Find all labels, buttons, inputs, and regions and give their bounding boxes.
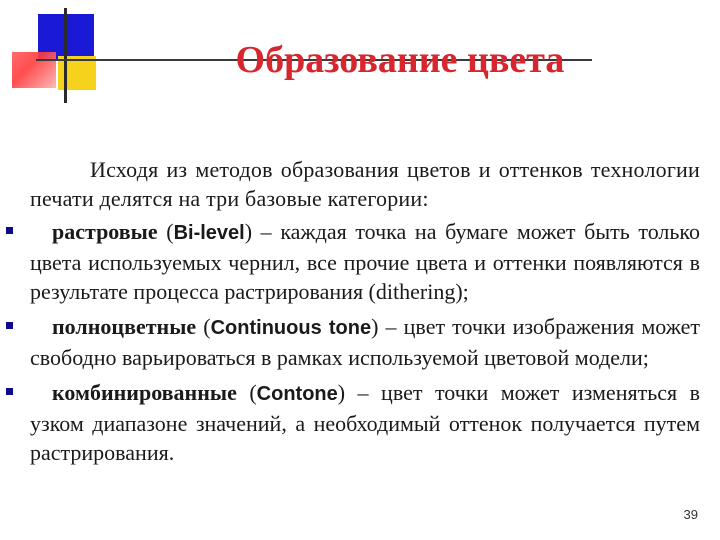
logo-red-square (12, 52, 56, 88)
bullet-list (30, 217, 710, 467)
bullet-term: полноцветные (52, 314, 197, 339)
bullet-square-icon (6, 322, 13, 329)
slide-logo (0, 0, 110, 110)
bullet-text: ) – цвет точки изображения может свободно варьироваться в рамках используемой цветовой модели; (30, 314, 701, 370)
bullet-open: ( (236, 380, 257, 405)
slide-title: Образование цвета (235, 39, 565, 81)
bullet-square-icon (6, 388, 13, 395)
bullet-eng-term: Contone (256, 383, 338, 405)
bullet-item-contone (30, 378, 710, 467)
bullet-text: ) – цвет точки может изменяться в узком диапазоне значений, а необходимый оттенок получается путем растрирования. (30, 380, 700, 465)
bullet-term: комбинированные (52, 380, 237, 405)
bullet-eng-term: Continuous tone (210, 317, 372, 339)
page-number: 39 (683, 507, 698, 522)
bullet-term: растровые (52, 219, 158, 244)
bullet-item-bi-level (30, 217, 710, 306)
bullet-text: ) – каждая точка на бумаге может быть только цвета используемых чернил, все прочие цвета и оттенки появляются в результате процесса растрирования (dithering); (30, 219, 701, 304)
bullet-open: ( (196, 314, 211, 339)
bullet-open: ( (157, 219, 174, 244)
bullet-item-continuous-tone (30, 312, 710, 372)
bullet-eng-term: Bi-level (173, 222, 245, 244)
slide-body (30, 155, 710, 473)
intro-paragraph: Исходя из методов образования цветов и оттенков технологии печати делятся на три базовые категории: (30, 157, 700, 211)
bullet-square-icon (6, 227, 13, 234)
logo-vertical-line (64, 8, 67, 103)
